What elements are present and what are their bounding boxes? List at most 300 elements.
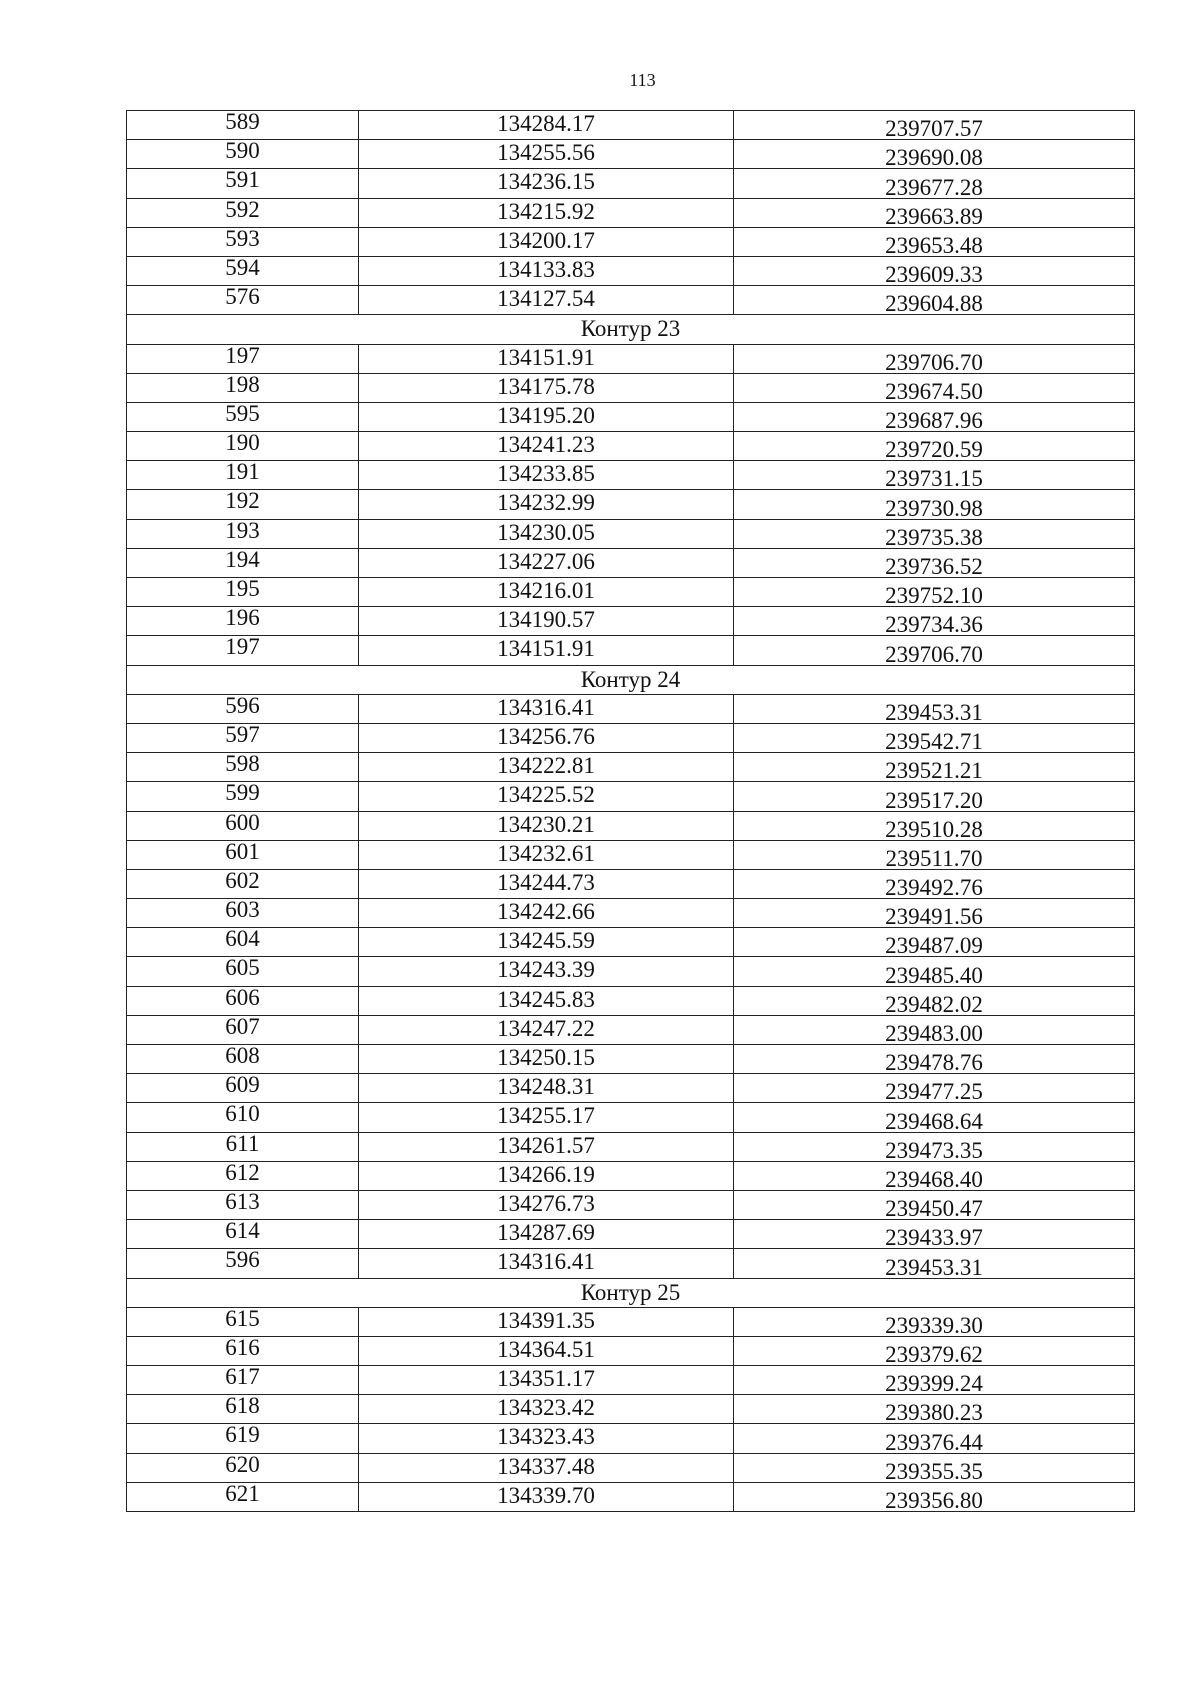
table-row	[127, 548, 1135, 577]
x-coordinate-cell-value: 134284.17	[497, 111, 595, 136]
point-number-cell-value: 621	[225, 1482, 260, 1506]
x-coordinate-cell	[359, 1366, 734, 1395]
x-coordinate-cell	[359, 811, 734, 840]
table-row	[127, 169, 1135, 198]
y-coordinate-cell-value: 239734.36	[885, 612, 983, 636]
y-coordinate-cell-value: 239674.50	[885, 378, 983, 403]
x-coordinate-cell-value: 134245.83	[497, 986, 595, 1012]
point-number-cell	[127, 811, 359, 840]
point-number-cell	[127, 1424, 359, 1453]
point-number-cell	[127, 1103, 359, 1132]
table-row	[127, 723, 1135, 752]
point-number-cell	[127, 1132, 359, 1161]
x-coordinate-cell-value: 134255.17	[497, 1103, 595, 1129]
y-coordinate-cell-value: 239690.08	[885, 145, 983, 169]
y-coordinate-cell-value: 239687.96	[885, 408, 983, 432]
y-coordinate-cell-value: 239477.25	[885, 1079, 983, 1103]
table-row	[127, 256, 1135, 285]
y-coordinate-cell-value: 239736.52	[885, 554, 983, 578]
x-coordinate-cell-value: 134222.81	[497, 753, 595, 779]
point-number-cell-value: 197	[225, 635, 260, 660]
table-row	[127, 519, 1135, 548]
point-number-cell-value: 618	[225, 1394, 260, 1419]
point-number-cell-value: 612	[225, 1161, 260, 1185]
y-coordinate-cell	[734, 607, 1135, 636]
contour-label: Контур 25	[127, 1278, 1135, 1307]
point-number-cell	[127, 694, 359, 723]
point-number-cell-value: 192	[225, 489, 260, 514]
table-row	[127, 1190, 1135, 1219]
y-coordinate-cell	[734, 461, 1135, 490]
y-coordinate-cell	[734, 1074, 1135, 1103]
table-row	[127, 607, 1135, 636]
y-coordinate-cell-value: 239450.47	[885, 1196, 983, 1220]
point-number-cell-value: 589	[225, 110, 260, 134]
point-number-cell	[127, 1395, 359, 1424]
y-coordinate-cell-value: 239483.00	[885, 1021, 983, 1045]
point-number-cell	[127, 256, 359, 285]
y-coordinate-cell	[734, 1424, 1135, 1453]
point-number-cell-value: 602	[225, 869, 260, 893]
y-coordinate-cell	[734, 578, 1135, 607]
table-row	[127, 753, 1135, 782]
y-coordinate-cell-value: 239482.02	[885, 991, 983, 1016]
x-coordinate-cell-value: 134232.99	[497, 490, 595, 516]
point-number-cell-value: 598	[225, 752, 260, 777]
x-coordinate-cell-value: 134250.15	[497, 1045, 595, 1070]
x-coordinate-cell-value: 134175.78	[497, 373, 595, 399]
y-coordinate-cell-value: 239663.89	[885, 203, 983, 228]
y-coordinate-cell-value: 239720.59	[885, 437, 983, 461]
table-row	[127, 1074, 1135, 1103]
table-row	[127, 1220, 1135, 1249]
point-number-cell-value: 576	[225, 285, 260, 310]
x-coordinate-cell	[359, 840, 734, 869]
point-number-cell	[127, 373, 359, 402]
point-number-cell-value: 619	[225, 1423, 260, 1448]
y-coordinate-cell	[734, 1482, 1135, 1511]
x-coordinate-cell	[359, 578, 734, 607]
point-number-cell-value: 191	[225, 460, 260, 485]
x-coordinate-cell	[359, 402, 734, 431]
table-row	[127, 578, 1135, 607]
point-number-cell-value: 591	[225, 168, 260, 193]
point-number-cell	[127, 169, 359, 198]
y-coordinate-cell-value: 239731.15	[885, 466, 983, 490]
point-number-cell	[127, 840, 359, 869]
y-coordinate-cell-value: 239355.35	[885, 1458, 983, 1483]
table-row	[127, 432, 1135, 461]
table-row	[127, 1307, 1135, 1336]
x-coordinate-cell-value: 134232.61	[497, 840, 595, 866]
x-coordinate-cell	[359, 198, 734, 227]
point-number-cell	[127, 402, 359, 431]
y-coordinate-cell	[734, 694, 1135, 723]
point-number-cell-value: 196	[225, 606, 260, 631]
y-coordinate-cell	[734, 1366, 1135, 1395]
y-coordinate-cell	[734, 782, 1135, 811]
point-number-cell-value: 615	[225, 1307, 260, 1331]
x-coordinate-cell	[359, 519, 734, 548]
x-coordinate-cell-value: 134316.41	[497, 694, 595, 720]
table-row	[127, 957, 1135, 986]
y-coordinate-cell	[734, 490, 1135, 519]
x-coordinate-cell-value: 134151.91	[497, 344, 595, 370]
y-coordinate-cell	[734, 1307, 1135, 1336]
point-number-cell-value: 610	[225, 1102, 260, 1127]
point-number-cell	[127, 1045, 359, 1074]
x-coordinate-cell	[359, 1249, 734, 1278]
x-coordinate-cell-value: 134276.73	[497, 1190, 595, 1216]
y-coordinate-cell	[734, 111, 1135, 140]
x-coordinate-cell	[359, 1220, 734, 1249]
table-row	[127, 1453, 1135, 1482]
y-coordinate-cell	[734, 636, 1135, 665]
point-number-cell	[127, 636, 359, 665]
x-coordinate-cell-value: 134351.17	[497, 1366, 595, 1392]
x-coordinate-cell	[359, 227, 734, 256]
x-coordinate-cell-value: 134256.76	[497, 723, 595, 749]
y-coordinate-cell-value: 239511.70	[885, 845, 983, 870]
y-coordinate-cell	[734, 519, 1135, 548]
y-coordinate-cell-value: 239478.76	[885, 1050, 983, 1074]
x-coordinate-cell-value: 134242.66	[497, 899, 595, 925]
y-coordinate-cell	[734, 1132, 1135, 1161]
x-coordinate-cell	[359, 986, 734, 1015]
point-number-cell	[127, 957, 359, 986]
table-row	[127, 490, 1135, 519]
x-coordinate-cell-value: 134323.42	[497, 1395, 595, 1421]
point-number-cell	[127, 1482, 359, 1511]
point-number-cell	[127, 1190, 359, 1219]
point-number-cell	[127, 344, 359, 373]
table-row	[127, 1482, 1135, 1511]
y-coordinate-cell-value: 239542.71	[885, 729, 983, 753]
point-number-cell-value: 614	[225, 1219, 260, 1244]
x-coordinate-cell	[359, 1103, 734, 1132]
point-number-cell-value: 592	[225, 198, 260, 222]
contour-header-row	[127, 1278, 1135, 1307]
point-number-cell-value: 609	[225, 1073, 260, 1098]
y-coordinate-cell	[734, 344, 1135, 373]
x-coordinate-cell	[359, 432, 734, 461]
table-row	[127, 286, 1135, 315]
x-coordinate-cell	[359, 111, 734, 140]
table-row	[127, 1395, 1135, 1424]
table-row	[127, 1132, 1135, 1161]
point-number-cell	[127, 490, 359, 519]
y-coordinate-cell-value: 239433.97	[885, 1225, 983, 1249]
x-coordinate-cell-value: 134225.52	[497, 782, 595, 808]
point-number-cell-value: 611	[225, 1132, 260, 1156]
table-row	[127, 461, 1135, 490]
point-number-cell	[127, 198, 359, 227]
x-coordinate-cell-value: 134241.23	[497, 432, 595, 458]
y-coordinate-cell	[734, 753, 1135, 782]
table-row	[127, 227, 1135, 256]
point-number-cell-value: 604	[225, 927, 260, 952]
x-coordinate-cell-value: 134230.05	[497, 519, 595, 545]
point-number-cell-value: 603	[225, 898, 260, 923]
table-row	[127, 1015, 1135, 1044]
x-coordinate-cell	[359, 461, 734, 490]
y-coordinate-cell	[734, 169, 1135, 198]
x-coordinate-cell-value: 134287.69	[497, 1220, 595, 1246]
y-coordinate-cell	[734, 1336, 1135, 1365]
x-coordinate-cell-value: 134248.31	[497, 1074, 595, 1100]
x-coordinate-cell	[359, 286, 734, 315]
point-number-cell	[127, 753, 359, 782]
y-coordinate-cell-value: 239517.20	[885, 787, 983, 811]
point-number-cell-value: 195	[225, 577, 260, 601]
y-coordinate-cell-value: 239707.57	[885, 116, 983, 140]
y-coordinate-cell	[734, 227, 1135, 256]
point-number-cell-value: 616	[225, 1336, 260, 1360]
y-coordinate-cell-value: 239376.44	[885, 1429, 983, 1454]
x-coordinate-cell-value: 134266.19	[497, 1161, 595, 1187]
y-coordinate-cell-value: 239468.40	[885, 1166, 983, 1191]
x-coordinate-cell	[359, 607, 734, 636]
x-coordinate-cell-value: 134316.41	[497, 1249, 595, 1275]
contour-label: Контур 24	[127, 665, 1135, 694]
point-number-cell	[127, 607, 359, 636]
contour-label: Контур 23	[127, 315, 1135, 344]
x-coordinate-cell	[359, 1395, 734, 1424]
table-row	[127, 694, 1135, 723]
point-number-cell	[127, 1366, 359, 1395]
y-coordinate-cell	[734, 140, 1135, 169]
y-coordinate-cell-value: 239492.76	[885, 875, 983, 899]
point-number-cell-value: 198	[225, 373, 260, 397]
point-number-cell-value: 608	[225, 1044, 260, 1068]
y-coordinate-cell-value: 239609.33	[885, 262, 983, 286]
x-coordinate-cell-value: 134323.43	[497, 1424, 595, 1450]
point-number-cell-value: 613	[225, 1190, 260, 1214]
point-number-cell	[127, 1220, 359, 1249]
x-coordinate-cell-value: 134151.91	[497, 636, 595, 662]
point-number-cell-value: 596	[225, 694, 260, 718]
y-coordinate-cell-value: 239752.10	[885, 583, 983, 607]
x-coordinate-cell-value: 134200.17	[497, 227, 595, 253]
point-number-cell	[127, 140, 359, 169]
point-number-cell	[127, 286, 359, 315]
table-row	[127, 344, 1135, 373]
y-coordinate-cell	[734, 1249, 1135, 1278]
x-coordinate-cell-value: 134391.35	[497, 1307, 595, 1333]
x-coordinate-cell-value: 134230.21	[497, 811, 595, 837]
point-number-cell-value: 596	[225, 1248, 260, 1273]
x-coordinate-cell	[359, 1161, 734, 1190]
point-number-cell	[127, 1307, 359, 1336]
y-coordinate-cell	[734, 957, 1135, 986]
x-coordinate-cell	[359, 1190, 734, 1219]
x-coordinate-cell-value: 134245.59	[497, 928, 595, 954]
table-row	[127, 899, 1135, 928]
table-row	[127, 1103, 1135, 1132]
x-coordinate-cell	[359, 957, 734, 986]
y-coordinate-cell-value: 239485.40	[885, 962, 983, 987]
table-row	[127, 811, 1135, 840]
y-coordinate-cell	[734, 1220, 1135, 1249]
page-number: 113	[629, 70, 656, 90]
x-coordinate-cell-value: 134337.48	[497, 1453, 595, 1479]
y-coordinate-cell-value: 239677.28	[885, 174, 983, 199]
y-coordinate-cell-value: 239380.23	[885, 1400, 983, 1424]
x-coordinate-cell-value: 134339.70	[497, 1482, 595, 1508]
point-number-cell-value: 590	[225, 139, 260, 164]
x-coordinate-cell	[359, 782, 734, 811]
x-coordinate-cell	[359, 1132, 734, 1161]
point-number-cell-value: 607	[225, 1015, 260, 1039]
y-coordinate-cell	[734, 1190, 1135, 1219]
y-coordinate-cell-value: 239706.70	[885, 349, 983, 374]
x-coordinate-cell	[359, 928, 734, 957]
point-number-cell	[127, 928, 359, 957]
point-number-cell	[127, 1015, 359, 1044]
table-row	[127, 986, 1135, 1015]
y-coordinate-cell-value: 239339.30	[885, 1312, 983, 1337]
x-coordinate-cell-value: 134233.85	[497, 461, 595, 487]
x-coordinate-cell-value: 134127.54	[497, 286, 595, 312]
y-coordinate-cell-value: 239706.70	[885, 641, 983, 666]
x-coordinate-cell	[359, 169, 734, 198]
x-coordinate-cell-value: 134216.01	[497, 578, 595, 603]
table-row	[127, 1045, 1135, 1074]
y-coordinate-cell-value: 239399.24	[885, 1371, 983, 1395]
x-coordinate-cell-value: 134364.51	[497, 1336, 595, 1362]
y-coordinate-cell-value: 239735.38	[885, 524, 983, 549]
point-number-cell-value: 194	[225, 548, 260, 572]
point-number-cell	[127, 578, 359, 607]
point-number-cell-value: 594	[225, 256, 260, 280]
point-number-cell	[127, 1249, 359, 1278]
point-number-cell	[127, 723, 359, 752]
x-coordinate-cell	[359, 344, 734, 373]
x-coordinate-cell-value: 134243.39	[497, 957, 595, 983]
y-coordinate-cell	[734, 1015, 1135, 1044]
point-number-cell	[127, 899, 359, 928]
y-coordinate-cell-value: 239653.48	[885, 232, 983, 257]
x-coordinate-cell-value: 134236.15	[497, 169, 595, 195]
point-number-cell	[127, 227, 359, 256]
point-number-cell	[127, 461, 359, 490]
contour-header-row	[127, 315, 1135, 344]
table-row	[127, 782, 1135, 811]
x-coordinate-cell-value: 134190.57	[497, 607, 595, 633]
point-number-cell-value: 606	[225, 986, 260, 1010]
point-number-cell-value: 599	[225, 781, 260, 806]
x-coordinate-cell	[359, 1336, 734, 1365]
table-row	[127, 636, 1135, 665]
x-coordinate-cell	[359, 753, 734, 782]
table-row	[127, 1336, 1135, 1365]
point-number-cell-value: 620	[225, 1453, 260, 1477]
x-coordinate-cell	[359, 548, 734, 577]
point-number-cell-value: 593	[225, 227, 260, 251]
x-coordinate-cell-value: 134195.20	[497, 402, 595, 428]
x-coordinate-cell	[359, 1045, 734, 1074]
point-number-cell	[127, 782, 359, 811]
x-coordinate-cell	[359, 140, 734, 169]
x-coordinate-cell-value: 134215.92	[497, 198, 595, 224]
table-row	[127, 840, 1135, 869]
y-coordinate-cell	[734, 811, 1135, 840]
y-coordinate-cell	[734, 286, 1135, 315]
table-row	[127, 1249, 1135, 1278]
y-coordinate-cell-value: 239510.28	[885, 816, 983, 841]
y-coordinate-cell	[734, 1453, 1135, 1482]
point-number-cell	[127, 869, 359, 898]
coordinates-table	[126, 110, 1135, 1512]
x-coordinate-cell-value: 134255.56	[497, 140, 595, 166]
y-coordinate-cell	[734, 432, 1135, 461]
y-coordinate-cell	[734, 869, 1135, 898]
y-coordinate-cell-value: 239730.98	[885, 495, 983, 520]
x-coordinate-cell	[359, 1307, 734, 1336]
point-number-cell-value: 193	[225, 519, 260, 543]
y-coordinate-cell-value: 239356.80	[885, 1488, 983, 1512]
x-coordinate-cell	[359, 1424, 734, 1453]
table-row	[127, 1366, 1135, 1395]
point-number-cell-value: 595	[225, 402, 260, 426]
table-row	[127, 111, 1135, 140]
point-number-cell	[127, 111, 359, 140]
point-number-cell	[127, 548, 359, 577]
point-number-cell-value: 190	[225, 431, 260, 456]
y-coordinate-cell-value: 239473.35	[885, 1137, 983, 1162]
x-coordinate-cell	[359, 256, 734, 285]
x-coordinate-cell	[359, 636, 734, 665]
y-coordinate-cell-value: 239453.31	[885, 699, 983, 724]
y-coordinate-cell	[734, 1395, 1135, 1424]
point-number-cell	[127, 1336, 359, 1365]
y-coordinate-cell	[734, 840, 1135, 869]
coordinates-table-body	[127, 111, 1135, 1512]
y-coordinate-cell	[734, 986, 1135, 1015]
y-coordinate-cell	[734, 1103, 1135, 1132]
x-coordinate-cell	[359, 1482, 734, 1511]
y-coordinate-cell-value: 239453.31	[885, 1254, 983, 1278]
x-coordinate-cell-value: 134133.83	[497, 256, 595, 282]
x-coordinate-cell-value: 134261.57	[497, 1132, 595, 1158]
point-number-cell-value: 197	[225, 344, 260, 368]
point-number-cell	[127, 1074, 359, 1103]
table-row	[127, 373, 1135, 402]
table-row	[127, 402, 1135, 431]
x-coordinate-cell-value: 134244.73	[497, 869, 595, 895]
y-coordinate-cell	[734, 899, 1135, 928]
table-row	[127, 198, 1135, 227]
y-coordinate-cell	[734, 402, 1135, 431]
x-coordinate-cell-value: 134227.06	[497, 548, 595, 574]
y-coordinate-cell	[734, 198, 1135, 227]
point-number-cell-value: 601	[225, 840, 260, 864]
point-number-cell	[127, 1161, 359, 1190]
point-number-cell-value: 597	[225, 723, 260, 747]
y-coordinate-cell-value: 239604.88	[885, 291, 983, 315]
x-coordinate-cell	[359, 723, 734, 752]
y-coordinate-cell	[734, 256, 1135, 285]
table-row	[127, 1424, 1135, 1453]
point-number-cell	[127, 432, 359, 461]
y-coordinate-cell-value: 239521.21	[885, 758, 983, 782]
point-number-cell	[127, 519, 359, 548]
table-row	[127, 140, 1135, 169]
y-coordinate-cell	[734, 723, 1135, 752]
y-coordinate-cell	[734, 373, 1135, 402]
x-coordinate-cell	[359, 899, 734, 928]
point-number-cell	[127, 1453, 359, 1482]
